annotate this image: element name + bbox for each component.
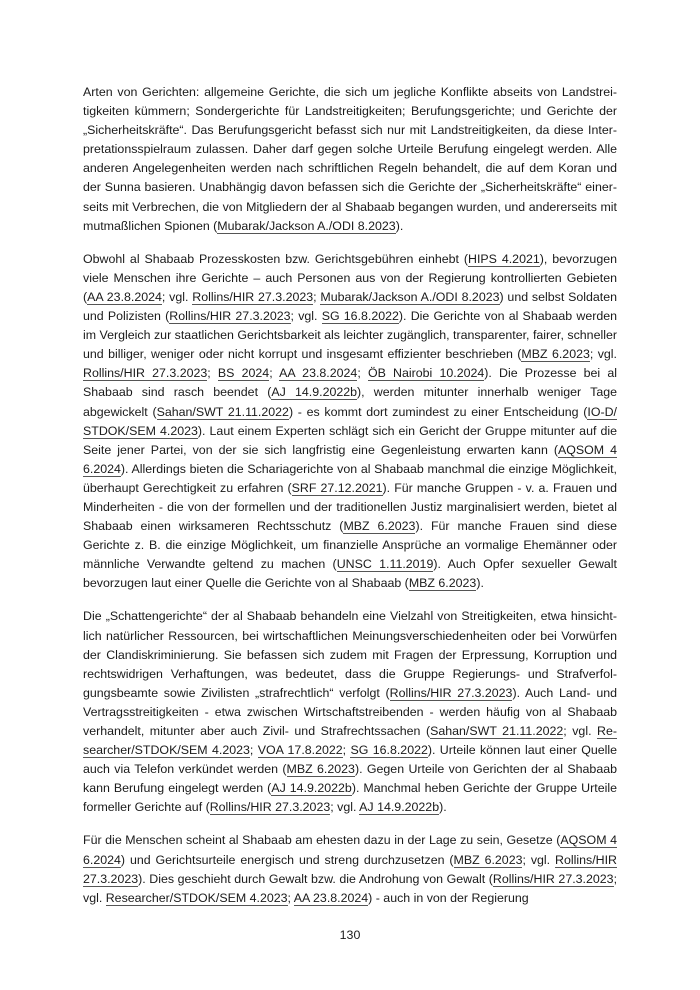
body-text: ). Laut einem Experten schlägt sich ein Gericht der Gruppe mitunter auf die Seite jener Partei, von der sie sich langfristig eine Gegenleistung erwarten kann ( [83,423,617,457]
citation-link[interactable]: AJ 14.9.2022b [271,781,352,796]
citation-link[interactable]: SRF 27.12.2021 [291,480,383,495]
citation-link[interactable]: UNSC 1.11.2019 [336,557,434,572]
citation-link[interactable]: AA 23.8.2024 [279,366,358,381]
body-text: ), werden mitunter innerhalb weniger Tage abgewickelt ( [83,385,617,419]
paragraph-court-types [83,83,617,236]
body-text: ) - auch in von der Regierung [368,890,529,905]
citation-link[interactable]: AJ 14.9.2022b [271,385,358,400]
body-text: ). Allerdings bieten die Schariagerichte von al Shabaab manchmal die einzige Möglichkeit, überhaupt Gerechtigkeit zu erfahren ( [83,461,617,495]
citation-link[interactable]: SG 16.8.2022 [321,309,399,324]
body-text: ), bevorzugen viele Menschen ihre Gerichte – auch Personen aus von der Regierung kontrollierten Gebieten ( [83,251,617,304]
body-text: ; vgl. [330,800,360,815]
citation-link[interactable]: Rollins/HIR 27.3.2023 [389,685,513,700]
citation-link[interactable]: Mubarak/Jackson A./ODI 8.2023 [320,289,500,304]
document-page [83,83,617,922]
citation-link[interactable]: AA 23.8.2024 [87,289,162,304]
citation-link[interactable]: Sahan/SWT 21.11.2022 [156,404,289,419]
body-text: ; [357,366,368,381]
citation-link[interactable]: MBZ 6.2023 [343,519,416,534]
body-text: ; vgl. [161,289,193,304]
citation-link[interactable]: IO-D/​STDOK/SEM 4.2023 [83,404,618,438]
paragraph-court-preference [83,250,617,594]
body-text: ). Urteile können laut einer Quelle auch via Telefon verkündet werden ( [83,743,618,777]
citation-link[interactable]: BS 2024 [217,366,270,381]
citation-link[interactable]: MBZ 6.2023 [521,347,590,362]
citation-link[interactable]: SG 16.8.2022 [350,743,428,758]
body-text: ; [313,289,321,304]
body-text: ; vgl. [83,871,618,905]
body-text: ). Gegen Urteile von Gerichten der al Shabaab kann Berufung eingelegt werden ( [83,762,617,796]
body-text: ). Auch Land- und Vertragsstreitigkeiten - etwa zwischen Wirtschaftstreibenden - werden häufig von al Shabaab verhandelt, mitunter aber auch Zivil- und Strafrechtssachen ( [83,685,617,738]
body-text: ). Für manche Gruppen - v. a. Frauen und Minderheiten - die von der formellen und der traditionellen Justiz marginalisiert werden, bietet al Shabaab einen wirksameren Rechtsschutz ( [83,480,617,534]
body-text: ; vgl. [522,852,556,867]
body-text: ). Die Gerichte von al Shabaab werden im Vergleich zur staatlichen Gerichtsbarkeit als leichter zugänglich, transparenter, fairer, schneller und billiger, weniger oder nicht korrupt und insgesamt effizienter beschrieben ( [83,309,618,362]
body-text: ). [476,576,484,591]
citation-link[interactable]: Rollins/HIR 27.3.2023 [209,800,331,815]
body-text: ) - es kommt dort zumindest zu einer Entscheidung ( [288,404,588,419]
body-text: ) und selbst Soldaten und Polizisten ( [83,289,617,324]
citation-link[interactable]: AQSOM 4 6.2024 [83,833,617,867]
citation-link[interactable]: Researcher/STDOK/SEM 4.2023 [105,890,288,905]
body-text: ) und Gerichtsurteile energisch und streng durchzusetzen ( [120,852,454,867]
body-text: ). Dies geschieht durch Gewalt bzw. die Androhung von Gewalt ( [138,871,493,886]
citation-link[interactable]: MBZ 6.2023 [408,576,477,591]
citation-link[interactable]: AQSOM 4 6.2024 [83,442,617,476]
citation-link[interactable]: VOA 17.8.2022 [257,743,343,758]
body-text: ). Für manche Frauen sind diese Gerichte z. B. die einzige Möglichkeit, um finanzielle Ansprüche an vormalige Ehemänner oder männliche Verwandte geltend zu machen ( [83,519,617,572]
body-text: ; [287,890,294,905]
citation-link[interactable]: Rollins/HIR 27.3.2023 [492,871,614,886]
body-text: ; [269,366,280,381]
body-text: Für die Menschen scheint al Shabaab am ehesten dazu in der Lage zu sein, Gesetze ( [83,833,561,848]
body-text: ; [342,743,351,758]
citation-link[interactable]: Rollins/HIR 27.3.2023 [169,309,291,324]
citation-link[interactable]: Rollins/HIR 27.3.2023 [192,289,314,304]
body-text: ; vgl. [290,309,322,324]
citation-link[interactable]: Researcher/STDOK/SEM 4.2023 [83,724,617,758]
citation-link[interactable]: Rollins/HIR 27.3.2023 [83,366,208,381]
body-text: Die „Schattengerichte“ der al Shabaab behandeln eine Vielzahl von Streitigkeiten, etwa hinsichtlich natürlicher Ressourcen, bei wirtschaftlichen Meinungsverschiedenheiten oder bei Vorwürfen der Clandiskriminierung. Sie befassen sich zudem mit Fragen der Erpressung, Korruption und rechtswidrigen Verhaftungen, was bedeutet, dass die Gruppe Regierungs- und Strafverfolgungsbeamte sowie Zivilisten „strafrechtlich“ verfolgt ( [83,609,617,700]
body-text: ; vgl. [563,724,598,738]
citation-link[interactable]: AA 23.8.2024 [293,890,369,905]
citation-link[interactable]: Mubarak/Jackson A./ODI 8.2023 [217,218,396,233]
body-text: ). [439,800,447,815]
citation-link[interactable]: ÖB Nairobi 10.2024 [367,366,485,381]
citation-link[interactable]: Rollins/​HIR 27.3.2023 [83,852,617,886]
citation-link[interactable]: MBZ 6.2023 [286,762,355,777]
body-text: ). [395,218,404,233]
body-text: ). Manchmal heben Gerichte der Gruppe Urteile formeller Gerichte auf ( [83,781,617,815]
body-text: ; [207,366,218,381]
citation-link[interactable]: MBZ 6.2023 [453,852,523,867]
citation-link[interactable]: Sahan/SWT 21.11.2022 [430,724,564,738]
body-text: Obwohl al Shabaab Prozesskosten bzw. Gerichtsgebühren einhebt ( [83,251,469,266]
body-text: ). Die Prozesse bei al Shabaab sind rasch beendet ( [83,366,618,400]
body-text: Arten von Gerichten: allgemeine Gerichte, die sich um jegliche Konflikte abseits von Landstreitigkeiten kümmern; Sondergerichte für Landstreitigkeiten; Berufungsgerichte; und Gerichte der „Sicherheitskräfte“. Das Berufungsgericht befasst sich nur mit Landstreitigkeiten, da diese Interpretationsspielraum zulassen. Daher darf gegen solche Urteile Berufung eingelegt werden. Alle anderen Angelegenheiten werden nach schriftlichen Regeln behandelt, die auf dem Koran und der Sunna basieren. Unabhängig davon befassen sich die Gerichte der „Sicherheitskräfte“ einerseits mit Verbrechen, die von Mitgliedern der al Shabaab begangen wurden, und andererseits mit mutmaßlichen Spionen ( [83,85,617,233]
body-text: ). Auch Opfer sexueller Gewalt bevorzugen laut einer Quelle die Gerichte von al Shabaab ( [83,557,617,591]
body-text: ; vgl. [589,347,617,362]
paragraph-shadow-courts [83,607,617,817]
page-number: 130 [339,928,361,942]
body-text: ; [249,743,258,758]
citation-link[interactable]: AJ 14.9.2022b [359,800,440,815]
citation-link[interactable]: HIPS 4.2021 [468,251,540,266]
paragraph-enforcement [83,831,617,907]
